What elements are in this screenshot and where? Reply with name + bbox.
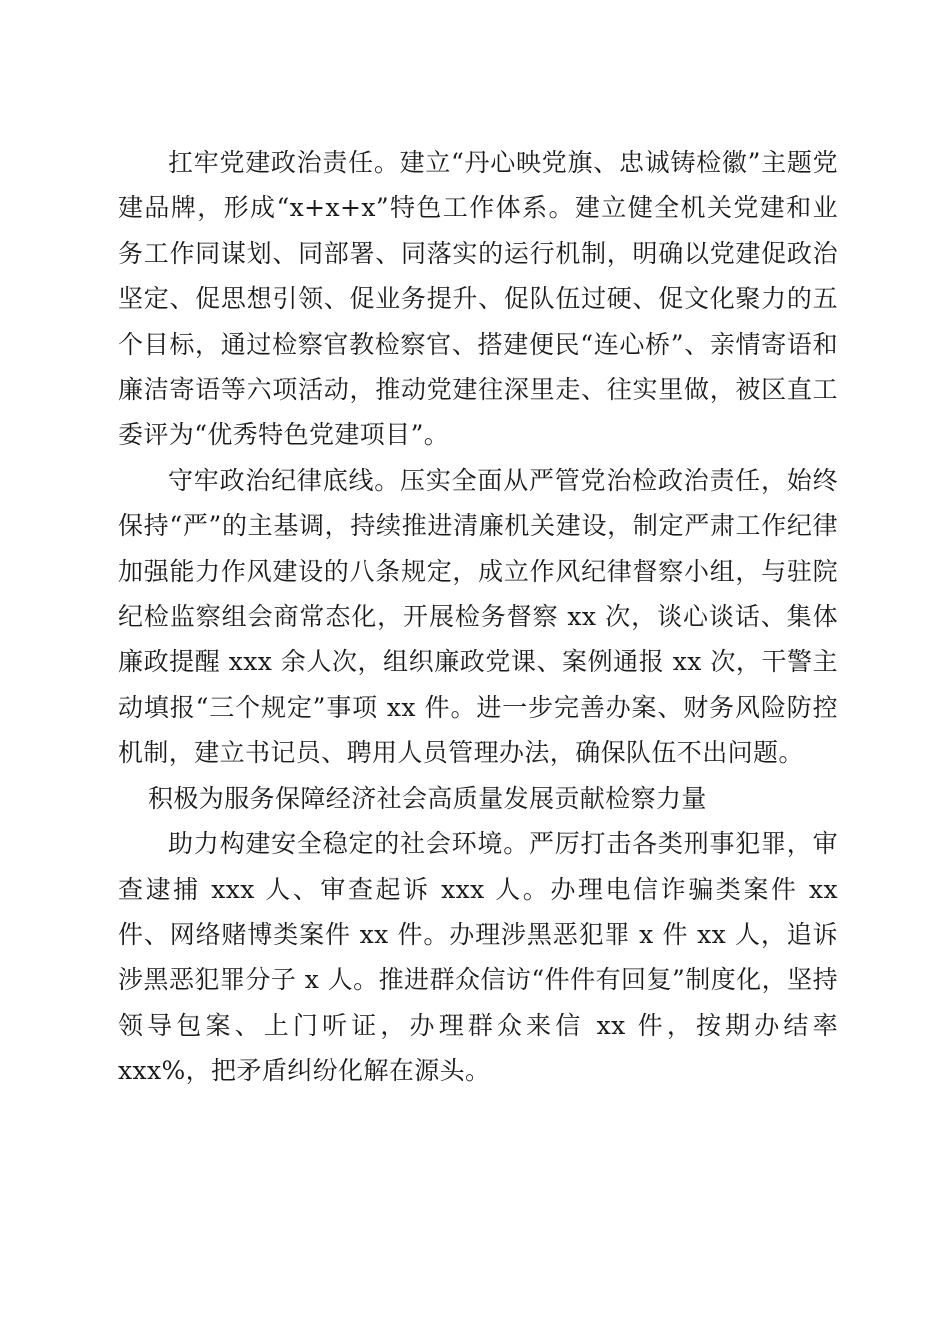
paragraph-party-building: 扛牢党建政治责任。建立“丹心映党旗、忠诚铸检徽”主题党建品牌，形成“x+x+x”特色工作体系。建立健全机关党建和业务工作同谋划、同部署、同落实的运行机制，明确以党建促政治坚定、促思想引领、促业务提升、促队伍过硬、促文化聚力的五个目标，通过检察官教检察官、搭建便民“连心桥”、亲情寄语和廉洁寄语等六项活动，推动党建往深里走、往实里做，被区直工委评为“优秀特色党建项目”。 <box>118 148 838 450</box>
paragraph-political-discipline: 守牢政治纪律底线。压实全面从严管党治检政治责任，始终保持“严”的主基调，持续推进清廉机关建设，制定严肃工作纪律加强能力作风建设的八条规定，成立作风纪律督察小组，与驻院纪检监察组会商常态化，开展检务督察 xx 次，谈心谈话、集体廉政提醒 xxx 余人次，组织廉政党课、案例通报 xx 次，干警主动填报“三个规定”事项 xx 件。进一步完善办案、财务风险防控机制，建立书记员、聘用人员管理办法，确保队伍不出问题。 <box>118 465 838 768</box>
paragraph-social-stability: 助力构建安全稳定的社会环境。严厉打击各类刑事犯罪，审查逮捕 xxx 人、审查起诉 xxx 人。办理电信诈骗类案件 xx 件、网络赌博类案件 xx 件。办理涉黑恶犯罪 x 件 xx 人，追诉涉黑恶犯罪分子 x 人。推进群众信访“件件有回复”制度化，坚持领导包案、上门听证，办理群众来信 xx 件，按期办结率 xxx%，把矛盾纠纷化解在源头。 <box>118 829 838 1086</box>
document-page <box>118 140 838 1094</box>
section-heading: 积极为服务保障经济社会高质量发展贡献检察力量 <box>148 783 707 813</box>
